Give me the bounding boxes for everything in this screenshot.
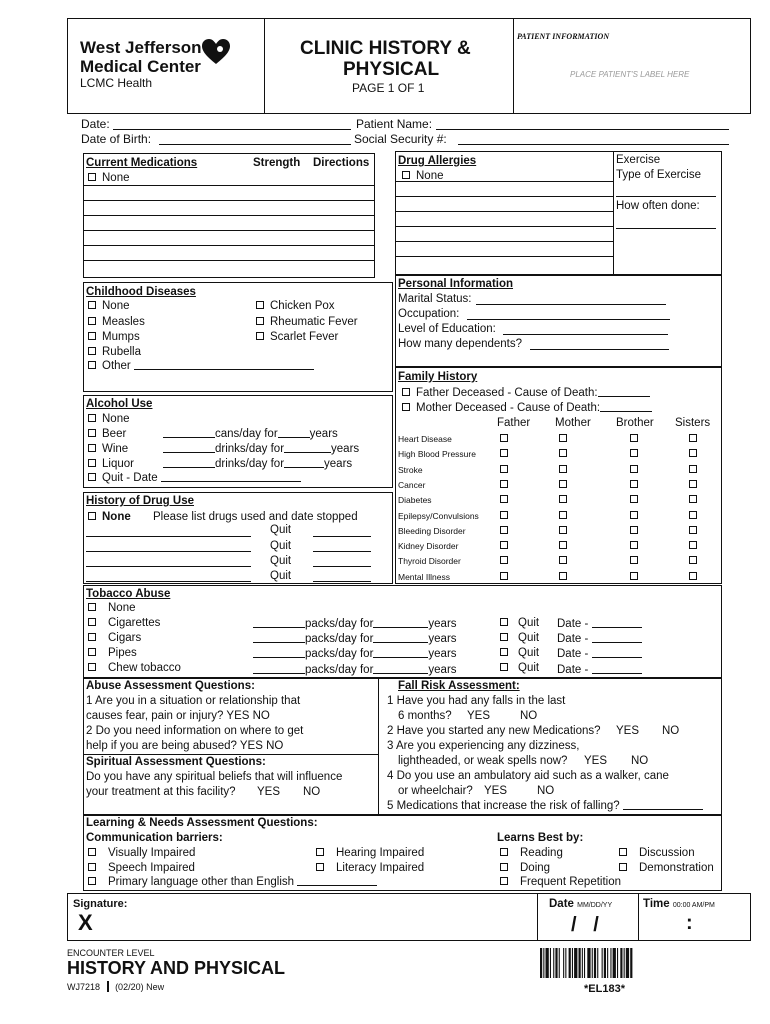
- org-name-line1: West Jefferson: [80, 38, 202, 57]
- checkbox-icon: [88, 473, 96, 481]
- beer-years-field[interactable]: [278, 428, 310, 438]
- learning-title: Learning & Needs Assessment Questions:: [86, 817, 318, 829]
- exercise-type-field[interactable]: [616, 196, 716, 197]
- strength-header: Strength: [253, 157, 301, 169]
- tobacco-quit-checkbox[interactable]: Quit: [500, 646, 539, 660]
- fall-q1-line1: 1 Have you had any falls in the last: [387, 695, 566, 707]
- fall-q4-line2: or wheelchair?: [398, 785, 473, 797]
- tobacco-quit-date: Date -: [557, 663, 642, 677]
- tobacco-packs-field[interactable]: [253, 664, 305, 674]
- abuse-title: Abuse Assessment Questions:: [86, 680, 255, 692]
- encounter-level: ENCOUNTER LEVEL: [67, 948, 155, 958]
- drugs-title: History of Drug Use: [86, 495, 194, 507]
- tobacco-date-field[interactable]: [592, 633, 642, 643]
- checkbox-icon: [88, 877, 96, 885]
- family-sisters-checkbox[interactable]: [689, 556, 697, 564]
- fall-q3-yes[interactable]: YES: [584, 755, 608, 767]
- org-name-line2: Medical Center: [80, 57, 201, 76]
- exercise-title: Exercise: [616, 154, 661, 166]
- fall-q5: 5 Medications that increase the risk of falling?: [387, 799, 703, 813]
- fall-q1-no[interactable]: NO: [520, 710, 538, 722]
- barcode-text: *EL183*: [584, 983, 625, 995]
- wine-years-field[interactable]: [284, 443, 331, 453]
- family-father-checkbox[interactable]: [500, 541, 508, 549]
- heart-logo-icon: [200, 38, 232, 66]
- checkbox-icon: [88, 173, 96, 181]
- date-sig-label: Date MM/DD/YY: [549, 898, 613, 910]
- fall-q3-line2: lightheaded, or weak spells now?: [398, 755, 568, 767]
- father-cause-field[interactable]: [598, 387, 650, 397]
- checkbox-icon: [500, 863, 508, 871]
- learns-title: Learns Best by:: [497, 832, 584, 844]
- checkbox-icon: [88, 863, 96, 871]
- checkbox-icon: [88, 414, 96, 422]
- family-sisters-checkbox[interactable]: [689, 480, 697, 488]
- tobacco-quit-date: Date -: [557, 617, 642, 631]
- learns-reading-checkbox[interactable]: Reading: [500, 846, 563, 860]
- tobacco-quit-checkbox[interactable]: Quit: [500, 661, 539, 675]
- medications-title: Current Medications: [86, 157, 198, 169]
- checkbox-icon: [88, 429, 96, 437]
- tobacco-quit-checkbox[interactable]: Quit: [500, 616, 539, 630]
- family-brother-checkbox[interactable]: [630, 480, 638, 488]
- family-father-checkbox[interactable]: [500, 526, 508, 534]
- checkbox-icon: [88, 663, 96, 671]
- family-mother-checkbox[interactable]: [559, 556, 567, 564]
- tobacco-none-checkbox[interactable]: None: [88, 601, 136, 615]
- childhood-chickenpox-checkbox[interactable]: Chicken Pox: [256, 299, 335, 313]
- family-condition-label: Epilepsy/Convulsions: [398, 510, 479, 521]
- fall-q2-no[interactable]: NO: [662, 725, 680, 737]
- family-father-checkbox[interactable]: [500, 434, 508, 442]
- family-condition-label: Bleeding Disorder: [398, 525, 466, 536]
- learns-doing-checkbox[interactable]: Doing: [500, 861, 550, 875]
- date-sig-field[interactable]: / /: [571, 914, 599, 936]
- tobacco-amount-row: packs/day for years: [253, 632, 457, 646]
- exercise-often-label: How often done:: [616, 200, 700, 212]
- alcohol-quit-checkbox[interactable]: Quit - Date: [88, 471, 301, 485]
- tobacco-date-field[interactable]: [592, 618, 642, 628]
- checkbox-icon: [88, 618, 96, 626]
- family-father-checkbox[interactable]: [500, 449, 508, 457]
- family-sisters-checkbox[interactable]: [689, 511, 697, 519]
- spiritual-title: Spiritual Assessment Questions:: [86, 756, 266, 768]
- childhood-title: Childhood Diseases: [86, 286, 196, 298]
- learns-repetition-checkbox[interactable]: Frequent Repetition: [500, 875, 621, 889]
- fall-q2-yes[interactable]: YES: [616, 725, 640, 737]
- checkbox-icon: [88, 301, 96, 309]
- col-father: Father: [497, 417, 531, 429]
- tobacco-quit-date: Date -: [557, 632, 642, 646]
- tobacco-amount-row: packs/day for years: [253, 617, 457, 631]
- family-sisters-checkbox[interactable]: [689, 572, 697, 580]
- page-label: PAGE 1 OF 1: [352, 81, 425, 95]
- liquor-amount-field[interactable]: [163, 458, 215, 468]
- date-field[interactable]: [113, 129, 351, 130]
- drug-quit-1: Quit: [270, 524, 292, 536]
- beer-amount-field[interactable]: [163, 428, 215, 438]
- exercise-type-label: Type of Exercise: [616, 169, 702, 181]
- checkbox-icon: [316, 848, 324, 856]
- tobacco-title: Tobacco Abuse: [86, 588, 171, 600]
- org-sub: LCMC Health: [80, 76, 153, 90]
- checkbox-icon: [88, 459, 96, 467]
- checkbox-icon: [88, 332, 96, 340]
- family-father-checkbox[interactable]: [500, 480, 508, 488]
- patient-info-label: PATIENT INFORMATION: [517, 32, 610, 41]
- mother-cause-field[interactable]: [600, 402, 652, 412]
- form-number: WJ7218 (02/20) New: [67, 982, 165, 992]
- dependents-label: How many dependents?: [398, 338, 523, 350]
- checkbox-icon: [256, 301, 264, 309]
- tobacco-item-checkbox[interactable]: Cigarettes: [88, 616, 160, 630]
- family-condition-label: Diabetes: [398, 495, 432, 506]
- family-father-checkbox[interactable]: [500, 572, 508, 580]
- family-brother-checkbox[interactable]: [630, 572, 638, 580]
- childhood-rubella-checkbox[interactable]: Rubella: [88, 345, 141, 359]
- tobacco-packs-field[interactable]: [253, 633, 305, 643]
- form-title-line1: CLINIC HISTORY &: [300, 38, 471, 59]
- barcode-icon: [540, 948, 672, 978]
- mother-deceased-checkbox[interactable]: Mother Deceased - Cause of Death:: [402, 401, 652, 415]
- logo: [80, 38, 202, 91]
- family-father-checkbox[interactable]: [500, 465, 508, 473]
- childhood-other-checkbox[interactable]: Other: [88, 359, 314, 373]
- time-sig-label: Time 00:00 AM/PM: [643, 898, 715, 910]
- family-mother-checkbox[interactable]: [559, 541, 567, 549]
- checkbox-icon: [500, 618, 508, 626]
- language-field[interactable]: [297, 876, 377, 886]
- family-father-checkbox[interactable]: [500, 511, 508, 519]
- family-brother-checkbox[interactable]: [630, 511, 638, 519]
- beer-amount-row: cans/day for years: [163, 427, 338, 441]
- childhood-none-checkbox[interactable]: None: [88, 299, 130, 313]
- childhood-scarlet-checkbox[interactable]: Scarlet Fever: [256, 330, 338, 344]
- checkbox-icon: [88, 347, 96, 355]
- barrier-speech-checkbox[interactable]: Speech Impaired: [88, 861, 195, 875]
- abuse-q2-line2: help if you are being abused? YES NO: [86, 740, 284, 752]
- barrier-language-checkbox[interactable]: Primary language other than English: [88, 875, 377, 889]
- wine-amount-row: drinks/day for years: [163, 442, 359, 456]
- spiritual-no[interactable]: NO: [303, 786, 321, 798]
- family-mother-checkbox[interactable]: [559, 449, 567, 457]
- fall-q3-no[interactable]: NO: [631, 755, 649, 767]
- family-mother-checkbox[interactable]: [559, 465, 567, 473]
- family-mother-checkbox[interactable]: [559, 434, 567, 442]
- checkbox-icon: [88, 444, 96, 452]
- drugs-instructions: Please list drugs used and date stopped: [153, 511, 358, 523]
- patient-label-placeholder: PLACE PATIENT'S LABEL HERE: [570, 70, 690, 79]
- spiritual-q-line2: your treatment at this facility?: [86, 786, 236, 798]
- family-sisters-checkbox[interactable]: [689, 495, 697, 503]
- drug-quit-4: Quit: [270, 570, 292, 582]
- barriers-title: Communication barriers:: [86, 832, 223, 844]
- education-field[interactable]: [503, 334, 668, 335]
- fall-q2: 2 Have you started any new Medications?: [387, 725, 601, 737]
- checkbox-icon: [500, 848, 508, 856]
- family-condition-label: Stroke: [398, 464, 423, 475]
- fall-title: Fall Risk Assessment:: [398, 680, 520, 692]
- learns-demonstration-checkbox[interactable]: Demonstration: [619, 861, 714, 875]
- tobacco-date-field[interactable]: [592, 664, 642, 674]
- checkbox-icon: [402, 388, 410, 396]
- marital-field[interactable]: [476, 304, 666, 305]
- education-label: Level of Education:: [398, 323, 496, 335]
- allergies-title: Drug Allergies: [398, 155, 477, 167]
- tobacco-amount-row: packs/day for years: [253, 647, 457, 661]
- form-title-line2: PHYSICAL: [343, 59, 440, 80]
- family-brother-checkbox[interactable]: [630, 556, 638, 564]
- childhood-rheumatic-checkbox[interactable]: Rheumatic Fever: [256, 315, 358, 329]
- barrier-hearing-checkbox[interactable]: Hearing Impaired: [316, 846, 424, 860]
- family-sisters-checkbox[interactable]: [689, 465, 697, 473]
- family-brother-checkbox[interactable]: [630, 465, 638, 473]
- checkbox-icon: [88, 633, 96, 641]
- dob-field[interactable]: [159, 144, 351, 145]
- family-sisters-checkbox[interactable]: [689, 449, 697, 457]
- tobacco-item-checkbox[interactable]: Cigars: [88, 631, 141, 645]
- barrier-literacy-checkbox[interactable]: Literacy Impaired: [316, 861, 424, 875]
- checkbox-icon: [619, 848, 627, 856]
- barrier-visual-checkbox[interactable]: Visually Impaired: [88, 846, 195, 860]
- tobacco-item-checkbox[interactable]: Pipes: [88, 646, 137, 660]
- family-condition-label: Mental Illness: [398, 571, 450, 582]
- tobacco-years-field[interactable]: [373, 633, 428, 643]
- checkbox-icon: [256, 317, 264, 325]
- abuse-q1-line2: causes fear, pain or injury? YES NO: [86, 710, 270, 722]
- family-mother-checkbox[interactable]: [559, 511, 567, 519]
- tobacco-amount-row: packs/day for years: [253, 663, 457, 677]
- medications-none-checkbox[interactable]: None: [88, 171, 130, 185]
- family-father-checkbox[interactable]: [500, 495, 508, 503]
- alcohol-liquor-checkbox[interactable]: Liquor: [88, 457, 134, 471]
- fall-q5-field[interactable]: [623, 800, 703, 810]
- tobacco-packs-field[interactable]: [253, 648, 305, 658]
- fall-q3-line1: 3 Are you experiencing any dizziness,: [387, 740, 580, 752]
- checkbox-icon: [402, 171, 410, 179]
- signature-label: Signature:: [73, 898, 128, 910]
- col-mother: Mother: [555, 417, 591, 429]
- fall-q1-line2: 6 months?: [398, 710, 452, 722]
- col-brother: Brother: [616, 417, 654, 429]
- family-sisters-checkbox[interactable]: [689, 434, 697, 442]
- family-condition-label: Heart Disease: [398, 434, 452, 444]
- signature-field[interactable]: X: [78, 910, 93, 935]
- checkbox-icon: [500, 663, 508, 671]
- doc-title: HISTORY AND PHYSICAL: [67, 958, 286, 978]
- tobacco-quit-date: Date -: [557, 647, 642, 661]
- wine-amount-field[interactable]: [163, 443, 215, 453]
- drugs-none-checkbox[interactable]: None: [88, 510, 131, 524]
- fall-q4-no[interactable]: NO: [537, 785, 555, 797]
- fall-q1-yes[interactable]: YES: [467, 710, 491, 722]
- col-sisters: Sisters: [675, 417, 711, 429]
- family-mother-checkbox[interactable]: [559, 526, 567, 534]
- checkbox-icon: [88, 648, 96, 656]
- family-father-checkbox[interactable]: [500, 556, 508, 564]
- marital-label: Marital Status:: [398, 293, 472, 305]
- checkbox-icon: [88, 512, 96, 520]
- tobacco-years-field[interactable]: [373, 664, 428, 674]
- liquor-years-field[interactable]: [284, 458, 324, 468]
- checkbox-icon: [316, 863, 324, 871]
- spiritual-q-line1: Do you have any spiritual beliefs that will influence: [86, 771, 343, 783]
- family-condition-label: High Blood Pressure: [398, 449, 476, 460]
- abuse-q1-line1: 1 Are you in a situation or relationship that: [86, 695, 301, 707]
- family-sisters-checkbox[interactable]: [689, 541, 697, 549]
- ssn-label: Social Security #:: [354, 132, 447, 146]
- family-mother-checkbox[interactable]: [559, 495, 567, 503]
- dependents-field[interactable]: [530, 349, 669, 350]
- abuse-q2-line1: 2 Do you need information on where to get: [86, 725, 304, 737]
- tobacco-date-field[interactable]: [592, 648, 642, 658]
- occupation-label: Occupation:: [398, 308, 460, 320]
- childhood-mumps-checkbox[interactable]: Mumps: [88, 330, 140, 344]
- checkbox-icon: [256, 332, 264, 340]
- dob-label: Date of Birth:: [81, 132, 152, 146]
- tobacco-years-field[interactable]: [373, 648, 428, 658]
- family-condition-label: Cancer: [398, 479, 426, 490]
- learns-discussion-checkbox[interactable]: Discussion: [619, 846, 695, 860]
- family-title: Family History: [398, 371, 478, 383]
- ssn-field[interactable]: [458, 144, 729, 145]
- family-condition-label: Kidney Disorder: [398, 541, 459, 552]
- checkbox-icon: [88, 848, 96, 856]
- alcohol-wine-checkbox[interactable]: Wine: [88, 442, 128, 456]
- family-mother-checkbox[interactable]: [559, 480, 567, 488]
- tobacco-item-checkbox[interactable]: Chew tobacco: [88, 661, 181, 675]
- family-brother-checkbox[interactable]: [630, 541, 638, 549]
- fall-q4-line1: 4 Do you use an ambulatory aid such as a walker, cane: [387, 770, 669, 782]
- family-sisters-checkbox[interactable]: [689, 526, 697, 534]
- childhood-measles-checkbox[interactable]: Measles: [88, 315, 145, 329]
- date-label: Date:: [81, 117, 110, 131]
- exercise-often-field[interactable]: [616, 228, 716, 229]
- time-sig-field[interactable]: :: [686, 912, 693, 934]
- father-deceased-checkbox[interactable]: Father Deceased - Cause of Death:: [402, 386, 650, 400]
- checkbox-icon: [500, 877, 508, 885]
- checkbox-icon: [88, 361, 96, 369]
- family-brother-checkbox[interactable]: [630, 495, 638, 503]
- checkbox-icon: [88, 317, 96, 325]
- occupation-field[interactable]: [467, 319, 670, 320]
- checkbox-icon: [500, 633, 508, 641]
- checkbox-icon: [500, 648, 508, 656]
- checkbox-icon: [402, 403, 410, 411]
- drug-quit-3: Quit: [270, 555, 292, 567]
- alcohol-quit-date-field[interactable]: [161, 472, 301, 482]
- tobacco-packs-field[interactable]: [253, 618, 305, 628]
- family-mother-checkbox[interactable]: [559, 572, 567, 580]
- fall-q4-yes[interactable]: YES: [484, 785, 508, 797]
- family-brother-checkbox[interactable]: [630, 526, 638, 534]
- tobacco-years-field[interactable]: [373, 618, 428, 628]
- liquor-amount-row: drinks/day for years: [163, 457, 352, 471]
- checkbox-icon: [88, 603, 96, 611]
- checkbox-icon: [619, 863, 627, 871]
- directions-header: Directions: [313, 157, 370, 169]
- family-condition-label: Thyroid Disorder: [398, 556, 461, 567]
- family-brother-checkbox[interactable]: [630, 434, 638, 442]
- allergies-none-checkbox[interactable]: None: [402, 169, 444, 183]
- alcohol-beer-checkbox[interactable]: Beer: [88, 427, 126, 441]
- family-brother-checkbox[interactable]: [630, 449, 638, 457]
- tobacco-quit-checkbox[interactable]: Quit: [500, 631, 539, 645]
- alcohol-none-checkbox[interactable]: None: [88, 412, 130, 426]
- spiritual-yes[interactable]: YES: [257, 786, 281, 798]
- patient-name-field[interactable]: [436, 129, 729, 130]
- patient-name-label: Patient Name:: [356, 117, 433, 131]
- alcohol-title: Alcohol Use: [86, 398, 153, 410]
- personal-title: Personal Information: [398, 278, 514, 290]
- childhood-other-field[interactable]: [134, 360, 314, 370]
- drug-quit-2: Quit: [270, 540, 292, 552]
